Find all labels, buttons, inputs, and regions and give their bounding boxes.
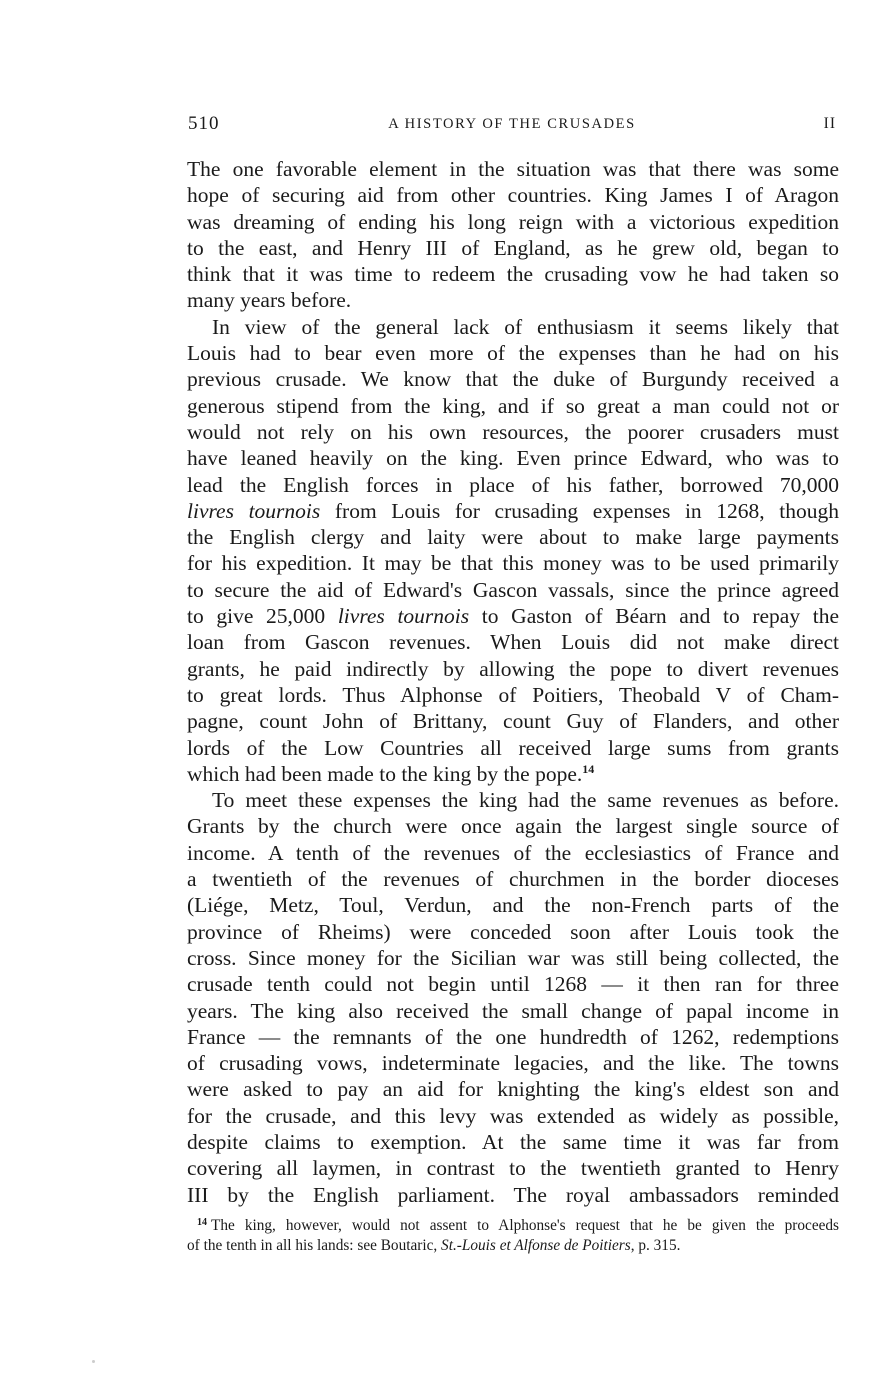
text-line: think that it was time to redeem the crusading vow he had taken so — [187, 262, 839, 287]
text-line: despite claims to exemption. At the same time it was far from — [187, 1129, 839, 1154]
footnote-reference[interactable]: 14 — [582, 761, 595, 776]
text-line: Grants by the church were once again the largest single source of — [187, 814, 839, 839]
text-line: covering all laymen, in contrast to the twentieth granted to Henry — [187, 1156, 839, 1181]
text-line: generous stipend from the king, and if so great a man could not or — [187, 393, 839, 418]
text-line — [187, 498, 839, 524]
text-line: to secure the aid of Edward's Gascon vassals, since the prince agreed — [187, 577, 839, 602]
text-fragment: to Gaston of Béarn and to repay the — [469, 604, 840, 629]
text-line: crusade tenth could not begin until 1268 — it then ran for three — [187, 972, 839, 997]
footnote-number: 14 — [197, 1217, 207, 1228]
footnote-line — [187, 1236, 839, 1256]
text-line: for his expedition. It may be that this money was to be used primarily — [187, 551, 839, 576]
text-line: lead the English forces in place of his father, borrowed 70,000 — [187, 472, 839, 497]
text-line: would not rely on his own resources, the poorer crusaders must — [187, 419, 839, 444]
text-fragment: from Louis for crusading expenses in 1268, though — [320, 498, 839, 523]
text-fragment: which had been made to the king by the pope. — [187, 761, 583, 786]
text-line: lords of the Low Countries all received large sums from grants — [187, 735, 839, 760]
text-line: many years before. — [187, 288, 352, 313]
text-line: were asked to pay an aid for knighting the king's eldest son and — [187, 1077, 839, 1102]
text-line: cross. Since money for the Sicilian war was still being collected, the — [187, 945, 839, 970]
text-fragment: to give 25,000 — [187, 604, 338, 629]
text-line: In view of the general lack of enthusiasm it seems likely that — [212, 314, 839, 339]
text-line: income. A tenth of the revenues of the ecclesiastics of France and — [187, 840, 839, 865]
text-line: for the crusade, and this levy was extended as widely as possible, — [187, 1103, 839, 1128]
text-line: grants, he paid indirectly by allowing the pope to divert revenues — [187, 656, 839, 681]
text-line: to great lords. Thus Alphonse of Poitiers, Theobald V of Cham- — [187, 682, 839, 707]
text-line: years. The king also received the small change of papal income in — [187, 998, 839, 1023]
footnote-line — [187, 1216, 839, 1236]
text-line: have leaned heavily on the king. Even prince Edward, who was to — [187, 446, 839, 471]
italic-phrase: livres tournois — [187, 498, 321, 523]
text-line: pagne, count John of Brittany, count Guy of Flanders, and other — [187, 709, 839, 734]
text-line: hope of securing aid from other countries. King James I of Aragon — [187, 183, 839, 208]
text-line: to the east, and Henry III of England, as he grew old, began to — [187, 235, 839, 260]
scan-speck — [92, 1360, 95, 1363]
text-line: III by the English parliament. The royal ambassadors reminded — [187, 1182, 839, 1207]
body-text — [187, 156, 839, 1208]
italic-phrase: livres tournois — [337, 604, 470, 629]
text-line: loan from Gascon revenues. When Louis did not make direct — [187, 630, 839, 655]
text-fragment: The king, however, would not assent to Alphonse's request that he be given the proceeds — [211, 1217, 839, 1234]
text-line: The one favorable element in the situation was that there was some — [187, 157, 839, 181]
text-line: the English clergy and laity were about to make large payments — [187, 525, 839, 550]
text-line: a twentieth of the revenues of churchmen in the border dioceses — [187, 867, 839, 892]
text-line: of crusading vows, indeterminate legacies, and the like. The towns — [187, 1051, 839, 1076]
text-line: previous crusade. We know that the duke of Burgundy received a — [187, 367, 839, 392]
running-title: A HISTORY OF THE CRUSADES — [388, 116, 636, 132]
footnote — [187, 1216, 839, 1256]
volume-number: II — [823, 115, 836, 132]
text-line: France — the remnants of the one hundredth of 1262, redemptions — [187, 1024, 839, 1049]
text-line: was dreaming of ending his long reign with a victorious expedition — [187, 209, 839, 234]
cited-title: St.-Louis et Alfonse de Poitiers — [441, 1237, 631, 1254]
text-line: province of Rheims) were conceded soon after Louis took the — [187, 919, 839, 944]
text-line — [187, 603, 839, 629]
text-fragment: , p. 315. — [630, 1237, 681, 1254]
text-line: Louis had to bear even more of the expenses than he had on his — [187, 341, 839, 366]
text-fragment: of the tenth in all his lands: see Boutaric, — [187, 1237, 442, 1254]
text-line — [187, 761, 839, 787]
text-line: (Liége, Metz, Toul, Verdun, and the non-French parts of the — [187, 893, 839, 918]
text-line: To meet these expenses the king had the same revenues as before. — [212, 788, 839, 813]
running-head — [186, 113, 838, 137]
page-number: 510 — [188, 113, 220, 134]
